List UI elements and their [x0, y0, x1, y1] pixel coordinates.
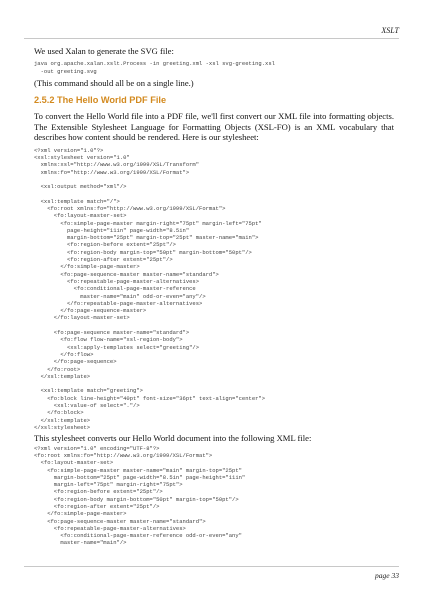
intro-paragraph: We used Xalan to generate the SVG file: — [34, 46, 174, 56]
output-code-block: <?xml version="1.0" encoding="UTF-8"?> <fo:root xmlns:fo="http://www.w3.org/1999/XSL/Format"> <fo:layout-master-set> <fo:simple-page-master master-name="main" margin-top="25pt" margin-bottom="25pt" page-width="8.5in" page-height="11in" margin-left="75pt" margin-right="75pt"> <fo:region-before extent="25pt"/> <fo:region-body margin-bottom="50pt" margin-top="50pt"/> <fo:region-after extent="25pt"/> </fo:simple-page-master> <fo:page-sequence-master master-name="standard"> <fo:repeatable-page-master-alternatives> <fo:conditional-page-master-reference odd-or-even="any" master-name="main"/> — [34, 444, 246, 547]
command-note: (This command should all be on a single line.) — [34, 78, 194, 88]
body-paragraph-2: This stylesheet converts our Hello World document into the following XML file: — [34, 433, 312, 444]
page-content — [34, 46, 394, 547]
footer-divider — [24, 566, 399, 567]
page-number: page 33 — [375, 571, 399, 580]
running-header: XSLT — [381, 26, 399, 35]
section-heading: 2.5.2 The Hello World PDF File — [34, 95, 167, 106]
header-divider — [24, 38, 399, 39]
body-paragraph-1: To convert the Hello World file into a PDF file, we'll first convert our XML file into formatting objects. The Extensible Stylesheet Language for Formatting Objects (XSL-FO) is an XML vocabulary that describes how content should be rendered. Here is our stylesheet: — [34, 111, 394, 143]
command-code-block: java org.apache.xalan.xslt.Process -in greeting.xml -xsl svg-greeting.xsl -out greeting.svg — [34, 60, 275, 75]
stylesheet-code-block: <?xml version="1.0"?> <xsl:stylesheet version="1.0" xmlns:xsl="http://www.w3.org/1999/XSL/Transform" xmlns:fo="http://www.w3.org/1999/XSL/Format"> <xsl:output method="xml"/> <xsl:template match="/"> <fo:root xmlns:fo="http://www.w3.org/1999/XSL/Format"> <fo:layout-master-set> <fo:simple-page-master margin-right="75pt" margin-left="75pt" page-height="11in" page-width="8.5in" margin-bottom="25pt" margin-top="25pt" master-name="main"> <fo:region-before extent="25pt"/> <fo:region-body margin-top="50pt" margin-bottom="50pt"/> <fo:region-after extent="25pt"/> </fo:simple-page-master> <fo:page-sequence-master master-name="standard"> <fo:repeatable-page-master-alternatives> <fo:conditional-page-master-reference master-name="main" odd-or-even="any"/> </fo:repeatable-page-master-alternatives> </fo:page-sequence-master> </fo:layout-master-set> <fo:page-sequence master-name="standard"> <fo:flow flow-name="xsl-region-body"> <xsl:apply-templates select="greeting"/> </fo:flow> </fo:page-sequence> </fo:root> </xsl:template> <xsl:template match="greeting"> <fo:block line-height="40pt" font-size="36pt" text-align="center"> <xsl:value-of select="."/> </fo:block> </xsl:template> </xsl:stylesheet> — [34, 146, 266, 431]
